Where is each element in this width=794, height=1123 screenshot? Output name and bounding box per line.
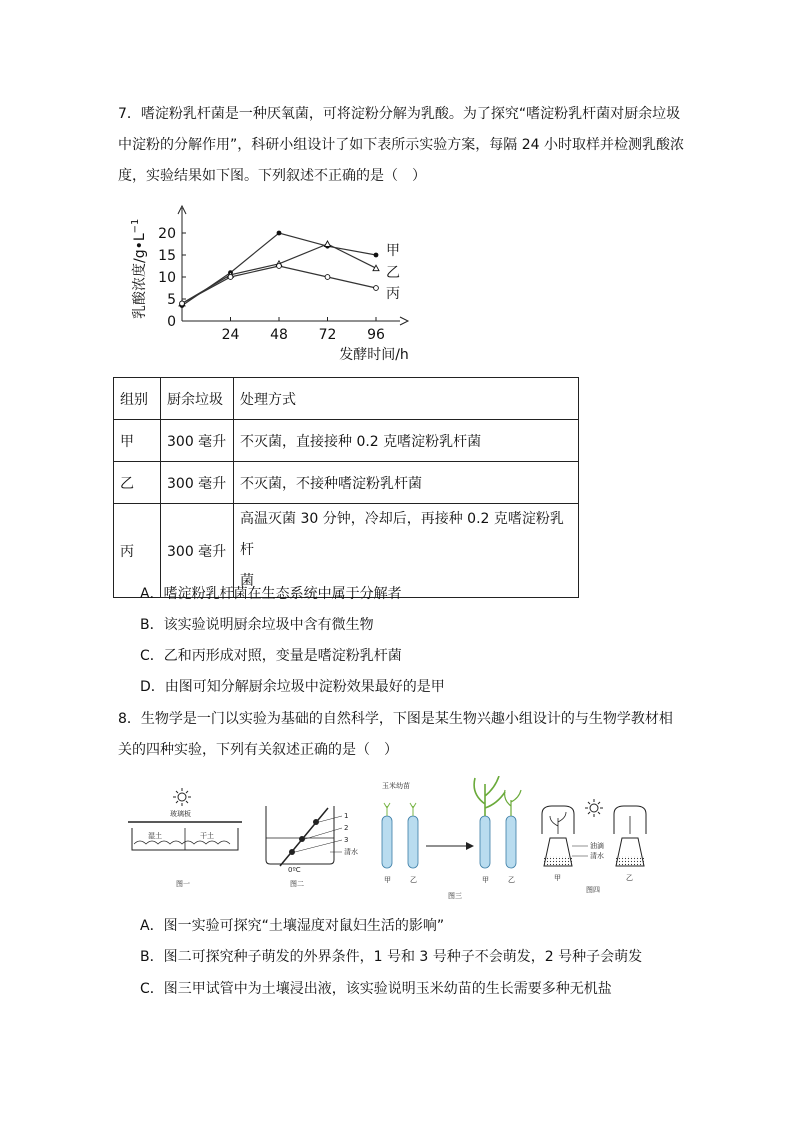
oil-label: 油滴 <box>590 842 604 850</box>
series-label: 甲 <box>386 243 400 259</box>
q7-line-1: 7．嗜淀粉乳杆菌是一种厌氧菌，可将淀粉分解为乳酸。为了探究“嗜淀粉乳杆菌对厨余垃圾 <box>118 106 681 122</box>
flask-jia-water <box>544 856 572 866</box>
flask-jia-label: 甲 <box>554 874 561 882</box>
data-point <box>325 275 330 280</box>
row-method: 不灭菌，直接接种 0.2 克嗜淀粉乳杆菌 <box>234 420 579 462</box>
test-tube-yi-after <box>506 816 516 868</box>
row-method: 不灭菌，不接种嗜淀粉乳杆菌 <box>234 462 579 504</box>
series-line-2 <box>182 266 376 303</box>
water-label: 清水 <box>590 852 604 860</box>
row-group: 甲 <box>114 420 161 462</box>
q7-line-2: 中淀粉的分解作用”，科研小组设计了如下表所示实验方案，每隔 24 小时取样并检测乳酸浓 <box>118 137 684 153</box>
seed-3-label: 3 <box>344 836 349 844</box>
q8-option-c: C．图三甲试管中为土壤浸出液，该实验说明玉米幼苗的生长需要多种无机盐 <box>140 981 612 997</box>
table-row <box>114 420 579 462</box>
y-axis-label-sup: −1 <box>130 218 141 234</box>
seed-3 <box>289 849 295 855</box>
data-point <box>228 275 233 280</box>
seedling-label: 玉米幼苗 <box>382 782 410 790</box>
q7-option-c: C．乙和丙形成对照，变量是嗜淀粉乳杆菌 <box>140 648 402 664</box>
q8-line-1: 8．生物学是一门以实验为基础的自然科学，下图是某生物兴趣小组设计的与生物学教材相 <box>118 711 673 727</box>
header-group: 组别 <box>114 378 161 420</box>
temperature-label: 0ºC <box>288 866 301 874</box>
tube-yi-after-label: 乙 <box>508 876 515 884</box>
x-tick-label: 24 <box>221 327 240 343</box>
tube-jia-after-label: 甲 <box>482 876 489 884</box>
row-group: 乙 <box>114 462 161 504</box>
figure-1-caption: 图一 <box>176 880 190 888</box>
row-volume: 300 毫升 <box>161 420 234 462</box>
data-point <box>180 301 185 306</box>
figure-2 <box>266 806 358 888</box>
series-line-0 <box>182 233 376 306</box>
y-axis-label: 乳酸浓度$/g•L^{-1}$ <box>130 218 148 319</box>
seed-2-label: 2 <box>344 824 349 832</box>
figure-4-caption: 图四 <box>586 886 600 894</box>
seed-1-label: 1 <box>344 812 349 820</box>
x-tick-label: 48 <box>270 327 288 343</box>
q8-option-a: A．图一实验可探究“土壤湿度对鼠妇生活的影响” <box>140 918 445 934</box>
q8-line-2: 关的四种实验，下列有关叙述正确的是（ ） <box>118 742 398 758</box>
row-volume: 300 毫升 <box>161 462 234 504</box>
y-tick-label: 15 <box>158 248 176 264</box>
data-point <box>374 286 379 291</box>
flask-yi-water <box>616 856 644 866</box>
seedling-medium <box>505 790 521 816</box>
q7-option-d: D．由图可知分解厨余垃圾中淀粉效果最好的是甲 <box>140 679 445 695</box>
water-label: 清水 <box>344 848 358 856</box>
arrow-icon <box>466 842 474 850</box>
seedling-large <box>474 776 505 816</box>
seedling-small-yi <box>410 803 416 816</box>
lactic-acid-chart <box>130 200 420 365</box>
figure-3-caption: 图三 <box>448 892 462 900</box>
figure-3 <box>382 776 521 900</box>
q8-option-b: B．图二可探究种子萌发的外界条件，1 号和 3 号种子不会萌发，2 号种子会萌发 <box>140 949 643 965</box>
figure-4 <box>542 799 646 894</box>
series-label: 乙 <box>386 265 400 281</box>
tube-yi-label: 乙 <box>410 876 417 884</box>
y-tick-label: 5 <box>167 292 176 308</box>
plant-jia <box>550 812 566 834</box>
table-row <box>114 462 579 504</box>
data-point <box>277 231 282 236</box>
y-tick-label: 10 <box>158 270 176 286</box>
table-header-row <box>114 378 579 420</box>
x-axis-arrow <box>400 317 408 325</box>
tube-jia-label: 甲 <box>384 876 391 884</box>
row-method-line-1: 高温灭菌 30 分钟，冷却后，再接种 0.2 克嗜淀粉乳杆 <box>240 511 564 558</box>
row-method-line-2: 菌 <box>240 573 254 589</box>
test-tube-jia-after <box>480 816 490 868</box>
dry-soil-label: 干土 <box>200 832 214 840</box>
q8-figures <box>120 776 670 906</box>
flask-yi-label: 乙 <box>626 874 633 882</box>
seed-2 <box>299 836 305 842</box>
data-point <box>374 253 379 258</box>
y-tick-label: 20 <box>158 226 176 242</box>
figure-2-caption: 图二 <box>290 880 304 888</box>
beaker <box>266 806 334 864</box>
q7-option-a: A．嗜淀粉乳杆菌在生态系统中属于分解者 <box>140 586 402 602</box>
question-7-stem <box>118 104 684 197</box>
data-point <box>373 265 379 271</box>
x-tick-label: 72 <box>318 327 337 343</box>
series-line-1 <box>182 244 376 303</box>
row-volume: 300 毫升 <box>161 504 234 598</box>
seed-1 <box>313 819 319 825</box>
seedling-small-jia <box>384 803 390 816</box>
y-tick-label: 0 <box>167 314 176 330</box>
wet-soil-label: 湿土 <box>148 832 162 840</box>
header-waste: 厨余垃圾 <box>161 378 234 420</box>
figure-1 <box>128 788 242 888</box>
x-axis-label: 发酵时间/h <box>339 347 409 363</box>
sun-icon <box>585 799 603 817</box>
header-method: 处理方式 <box>234 378 579 420</box>
data-point <box>325 241 331 247</box>
series-label: 丙 <box>386 286 400 302</box>
experiment-table <box>113 377 579 598</box>
sun-icon <box>173 788 191 806</box>
soil-surface <box>134 841 230 844</box>
test-tube-yi <box>408 816 418 868</box>
q7-line-3: 度，实验结果如下图。下列叙述不正确的是（ ） <box>118 168 426 184</box>
glass-plate-label: 玻璃板 <box>170 810 191 818</box>
row-group: 丙 <box>114 504 161 598</box>
test-tube-jia <box>382 816 392 868</box>
data-point <box>277 264 282 269</box>
q7-option-b: B．该实验说明厨余垃圾中含有微生物 <box>140 617 374 633</box>
x-tick-label: 96 <box>367 327 385 343</box>
